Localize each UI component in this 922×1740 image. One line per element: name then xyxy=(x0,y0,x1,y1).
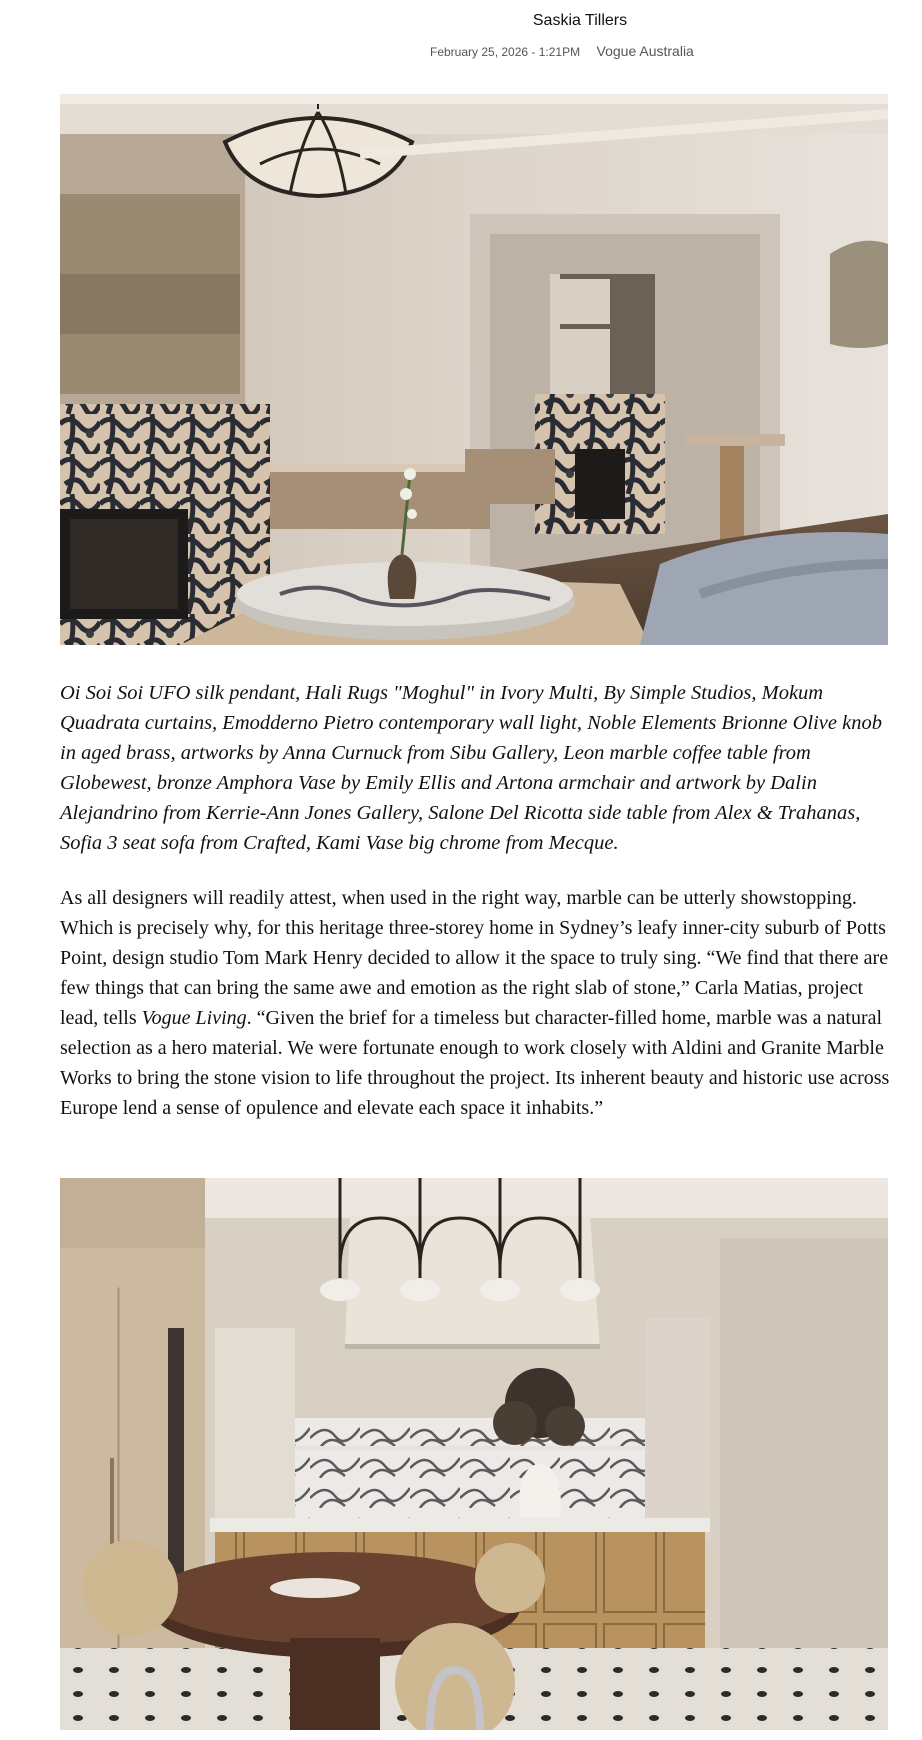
paragraph-text-start: As all designers will readily attest, when used in the right way, marble can be utterly showstopping. Which is precisely why, for this heritage three-storey home in Sydney’s leafy inner-city suburb of Potts Point, design studio Tom Mark Henry decided to allow it the space to truly sing. “We find that there are few things that can bring the same awe and emotion as the right slab of stone,” Carla Matias, project lead, tells xyxy=(60,887,889,1029)
author-name[interactable]: Saskia Tillers xyxy=(532,12,628,29)
living-room-photo xyxy=(60,94,888,645)
living-room-illustration xyxy=(60,94,888,645)
publication-name: Vogue Living xyxy=(141,1007,247,1029)
publish-date: February 25, 2026 - 1:21PM xyxy=(430,45,581,59)
article-byline xyxy=(0,0,922,80)
article-paragraph xyxy=(60,883,896,1123)
image-caption: Oi Soi Soi UFO silk pendant, Hali Rugs "Moghul" in Ivory Multi, By Simple Studios, Mokum Quadrata curtains, Emodderno Pietro contemporary wall light, Noble Elements Brionne Olive knob in aged brass, artworks by Anna Curnuck from Sibu Gallery, Leon marble coffee table from Globewest, bronze Amphora Vase by Emily Ellis and Artona armchair and artwork by Dalin Alejandrino from Kerrie-Ann Jones Gallery, Salone Del Ricotta side table from Alex & Trahanas, Sofia 3 seat sofa from Crafted, Kami Vase big chrome from Mecque. xyxy=(60,682,882,854)
kitchen-illustration xyxy=(60,1178,888,1730)
paragraph-text-end: . “Given the brief for a timeless but character-filled home, marble was a natural selection as a hero material. We were fortunate enough to work closely with Aldini and Granite Marble Works to bring the stone vision to life throughout the project. Its inherent beauty and historic use across Europe lend a sense of opulence and elevate each space it inhabits.” xyxy=(60,1007,890,1119)
source-name[interactable]: Vogue Australia xyxy=(596,43,694,59)
kitchen-photo xyxy=(60,1178,888,1730)
article-meta xyxy=(430,43,694,61)
